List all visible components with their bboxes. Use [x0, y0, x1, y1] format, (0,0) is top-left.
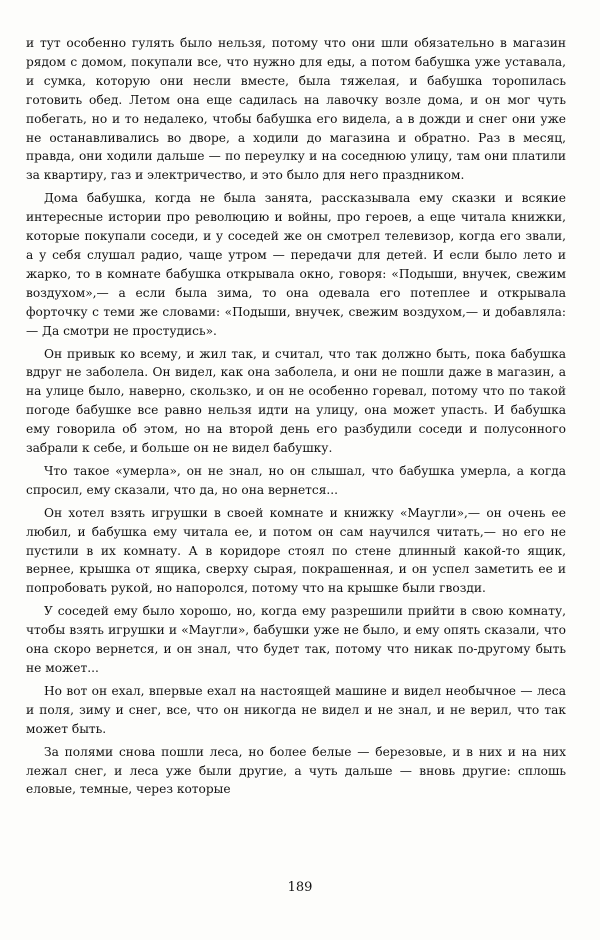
paragraph-7: Но вот он ехал, впервые ехал на настоящей машине и видел необычное — леса и поля, зиму и снег, все, что он никогда не видел и не знал, и не верил, что так может быть.: [26, 683, 566, 736]
paragraph-2: Дома бабушка, когда не была занята, рассказывала ему сказки и всякие интересные истории про революцию и войны, про героев, а еще читала книжки, которые покупали соседи, и у соседей же он смотрел телевизор, когда его звали, а у себя слушал радио, чаще утром — передачи для детей. И если было лето и жарко, то в комнате бабушка открывала окно, говоря: «Подыши, внучек, свежим воздухом»,— а если была зима, то она одевала его потеплее и открывала форточку с теми же словами: «Подыши, внучек, свежим воздухом,— и добавляла: — Да смотри не простудись».: [26, 191, 566, 338]
paragraph-1: и тут особенно гулять было нельзя, потому что они шли обязательно в магазин рядом с домом, покупали все, что нужно для еды, а потом бабушка уже уставала, и сумка, которую они несли вместе, была тяжелая, и бабушка торопилась готовить обед. Летом она еще садилась на лавочку возле дома, и он мог чуть побегать, но и то недалеко, чтобы бабушка его видела, а в дожди и снег они уже не останавливались во дворе, а ходили до магазина и обратно. Раз в месяц, правда, они ходили дальше — по переулку и на соседнюю улицу, там они платили за квартиру, газ и электричество, и это было для него праздником.: [26, 36, 566, 183]
paragraph-3: Он привык ко всему, и жил так, и считал, что так должно быть, пока бабушка вдруг не заболела. Он видел, как она заболела, и они не пошли даже в магазин, а на улице было, наверно, скользко, и он не особенно горевал, потому что по такой погоде бабушке все равно нельзя идти на улицу, она может упасть. И бабушка ему говорила об этом, но на второй день его разбудили соседи и полусонного забрали к себе, и больше он не видел бабушку.: [26, 346, 566, 456]
paragraph-4: Что такое «умерла», он не знал, но он слышал, что бабушка умерла, а когда спросил, ему сказали, что да, но она вернется...: [26, 463, 566, 497]
paragraph-8: За полями снова пошли леса, но более белые — березовые, и в них и на них лежал снег, и леса уже были другие, а чуть дальше — вновь другие: сплошь еловые, темные, через которые: [26, 744, 566, 797]
paragraph-6: У соседей ему было хорошо, но, когда ему разрешили прийти в свою комнату, чтобы взять игрушки и «Маугли», бабушки уже не было, и ему опять сказали, что она скоро вернется, и он знал, что будет так, потому что никак по-другому быть не может...: [26, 604, 566, 675]
page-number: 189: [287, 880, 313, 895]
body-text: [26, 34, 566, 803]
paragraph-5: Он хотел взять игрушки в своей комнате и книжку «Маугли»,— он очень ее любил, и бабушка ему читала ее, и потом он сам научился читать,— но его не пустили в их комнату. А в коридоре стоял по стене длинный какой-то ящик, вернее, крышка от ящика, сверху сырая, покрашенная, и он успел заметить ее и попробовать рукой, но напоролся, потому что на крышке были гвозди.: [26, 505, 566, 596]
